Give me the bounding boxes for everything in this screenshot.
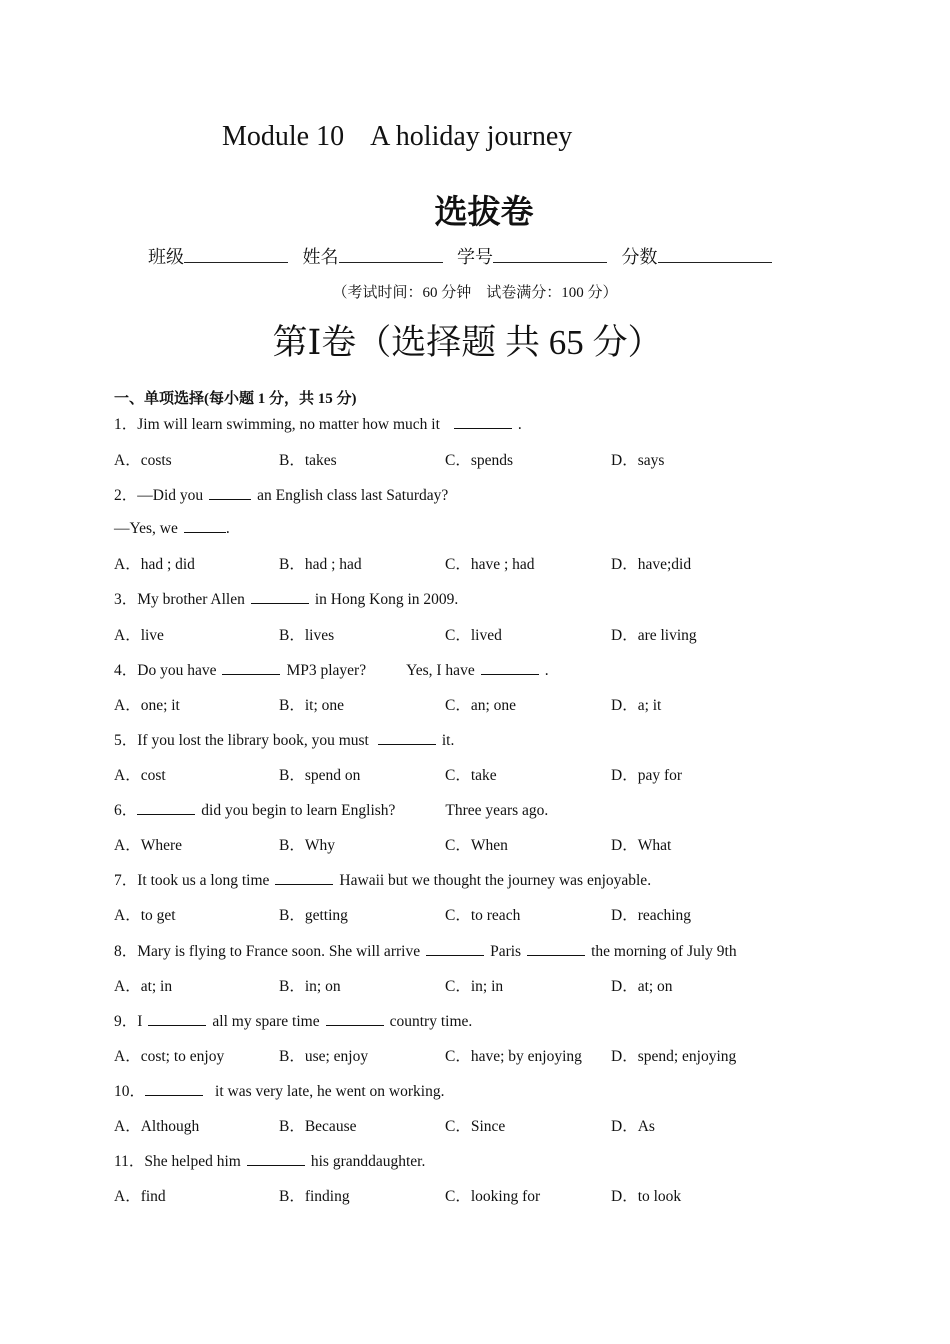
question-6-option-b[interactable]: B．Why <box>279 837 335 854</box>
question-9-option-c[interactable]: C．have; by enjoying <box>445 1048 582 1065</box>
question-5-option-c[interactable]: C．take <box>445 767 497 784</box>
question-2-option-d[interactable]: D．have;did <box>611 556 692 573</box>
question-8-option-c[interactable]: C．in; in <box>445 978 504 995</box>
class-label: 班级 <box>148 247 184 267</box>
question-11-option-d[interactable]: D．to look <box>611 1188 682 1205</box>
score-blank[interactable] <box>658 244 772 263</box>
question-1-option-d[interactable]: D．says <box>611 452 665 469</box>
answer-blank[interactable] <box>426 941 484 956</box>
number-field <box>457 243 607 269</box>
answer-blank[interactable] <box>209 485 251 500</box>
question-7-option-d[interactable]: D．reaching <box>611 907 692 924</box>
question-2-option-b[interactable]: B．had ; had <box>279 556 362 573</box>
module-title <box>222 121 572 153</box>
question-3-option-b[interactable]: B．lives <box>279 627 335 644</box>
module-topic: A holiday journey <box>370 121 573 152</box>
name-label: 姓名 <box>302 247 339 267</box>
answer-blank[interactable] <box>145 1081 203 1096</box>
question-10-option-d[interactable]: D．As <box>611 1118 655 1135</box>
question-11-option-b[interactable]: B．finding <box>279 1188 350 1205</box>
class-field <box>148 243 288 269</box>
answer-blank[interactable] <box>378 730 436 745</box>
question-1-option-b[interactable]: B．takes <box>279 452 337 469</box>
student-info-row <box>148 243 782 269</box>
question-3-option-a[interactable]: A．live <box>114 627 164 644</box>
name-blank[interactable] <box>339 244 443 263</box>
question-6-option-c[interactable]: C．When <box>445 837 508 854</box>
question-4-option-c[interactable]: C．an; one <box>445 697 517 714</box>
question-10-option-b[interactable]: B．Because <box>279 1118 357 1135</box>
question-7-option-a[interactable]: A．to get <box>114 907 176 924</box>
question-6-stem: 6． did you begin to learn English? Three years ago. <box>114 802 549 819</box>
question-4-option-d[interactable]: D．a; it <box>611 697 662 714</box>
question-3-stem: 3．My brother Allen in Hong Kong in 2009. <box>114 591 459 608</box>
question-3-option-c[interactable]: C．lived <box>445 627 502 644</box>
question-2-option-c[interactable]: C．have ; had <box>445 556 535 573</box>
class-blank[interactable] <box>184 244 288 263</box>
question-11-option-c[interactable]: C．looking for <box>445 1188 541 1205</box>
answer-blank[interactable] <box>137 800 195 815</box>
question-5-option-d[interactable]: D．pay for <box>611 767 683 784</box>
question-1-option-a[interactable]: A．costs <box>114 452 172 469</box>
question-4-option-a[interactable]: A．one; it <box>114 697 180 714</box>
question-1-stem: 1．Jim will learn swimming, no matter how much it . <box>114 416 522 433</box>
question-6-option-d[interactable]: D．What <box>611 837 672 854</box>
question-9-option-b[interactable]: B．use; enjoy <box>279 1048 369 1065</box>
question-5-option-b[interactable]: B．spend on <box>279 767 361 784</box>
question-4-stem: 4．Do you have MP3 player? Yes, I have . <box>114 662 549 679</box>
question-9-option-d[interactable]: D．spend; enjoying <box>611 1048 737 1065</box>
paper-type-title: 选拔卷 <box>434 192 534 231</box>
question-11-stem: 11．She helped him his granddaughter. <box>114 1153 426 1170</box>
score-field <box>622 243 772 269</box>
answer-blank[interactable] <box>251 589 309 604</box>
question-7-stem: 7．It took us a long time Hawaii but we thought the journey was enjoyable. <box>114 872 652 889</box>
question-10-stem: 10． it was very late, he went on working. <box>114 1083 445 1100</box>
question-10-option-c[interactable]: C．Since <box>445 1118 506 1135</box>
question-8-option-d[interactable]: D．at; on <box>611 978 673 995</box>
number-label: 学号 <box>457 247 493 267</box>
question-3-option-d[interactable]: D．are living <box>611 627 697 644</box>
question-10-option-a[interactable]: A．Although <box>114 1118 200 1135</box>
part-title: 第Ⅰ卷（选择题 共 65 分） <box>272 323 663 362</box>
question-5-option-a[interactable]: A．cost <box>114 767 166 784</box>
exam-note: （考试时间：60 分钟 试卷满分：100 分） <box>332 285 618 301</box>
answer-blank[interactable] <box>326 1011 384 1026</box>
module-number: Module 10 <box>222 121 345 152</box>
answer-blank[interactable] <box>481 660 539 675</box>
section-title: 一、单项选择(每小题 1 分，共 15 分) <box>114 391 357 407</box>
answer-blank[interactable] <box>184 518 226 533</box>
answer-blank[interactable] <box>527 941 585 956</box>
question-4-option-b[interactable]: B．it; one <box>279 697 345 714</box>
answer-blank[interactable] <box>247 1151 305 1166</box>
question-9-stem: 9．I all my spare time country time. <box>114 1013 473 1030</box>
question-2-option-a[interactable]: A．had ; did <box>114 556 195 573</box>
question-8-stem: 8．Mary is flying to France soon. She will arrive Paris the morning of July 9th <box>114 943 737 960</box>
question-2-stem: 2．—Did you an English class last Saturday? <box>114 487 449 504</box>
question-11-option-a[interactable]: A．find <box>114 1188 166 1205</box>
score-label: 分数 <box>621 247 658 267</box>
question-7-option-c[interactable]: C．to reach <box>445 907 521 924</box>
name-field <box>303 243 443 269</box>
question-7-option-b[interactable]: B．getting <box>279 907 348 924</box>
question-9-option-a[interactable]: A．cost; to enjoy <box>114 1048 225 1065</box>
answer-blank[interactable] <box>275 870 333 885</box>
answer-blank[interactable] <box>148 1011 206 1026</box>
question-6-option-a[interactable]: A．Where <box>114 837 182 854</box>
answer-blank[interactable] <box>454 414 512 429</box>
question-8-option-b[interactable]: B．in; on <box>279 978 341 995</box>
question-5-stem: 5．If you lost the library book, you must it. <box>114 732 455 749</box>
question-8-option-a[interactable]: A．at; in <box>114 978 173 995</box>
answer-blank[interactable] <box>222 660 280 675</box>
question-1-option-c[interactable]: C．spends <box>445 452 514 469</box>
number-blank[interactable] <box>493 244 607 263</box>
question-2-reply: —Yes, we . <box>114 520 230 537</box>
